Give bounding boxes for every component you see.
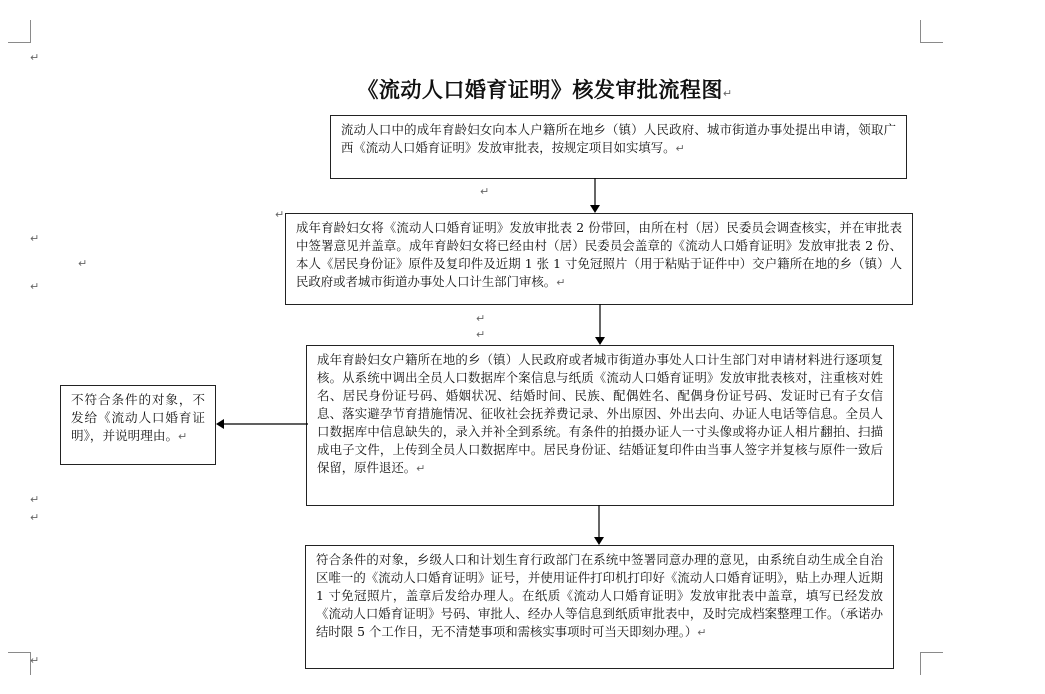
step-application-box bbox=[330, 115, 907, 179]
paragraph-mark: ↵ bbox=[416, 462, 426, 475]
paragraph-mark: ↵ bbox=[178, 430, 188, 443]
crop-mark-top-left bbox=[8, 20, 31, 43]
paragraph-mark: ↵ bbox=[476, 312, 486, 325]
step-village-review-box bbox=[285, 213, 913, 305]
step-township-review-text: 成年育龄妇女户籍所在地的乡（镇）人民政府或者城市街道办事处人口计生部门对申请材料进行逐项复核。从系统中调出全员人口数据库个案信息与纸质《流动人口婚育证明》发放审批表核对，注重核对姓名、居民身份证号码、婚姻状况、结婚时间、民族、配偶姓名、配偶身份证号码、发证时已有子女信息、落实避孕节育措施情况、征收社会抚养费记录、外出原因、外出去向、办证人电话等信息。全员人口数据库中信息缺失的，录入并补全到系统。有条件的拍摄办证人一寸头像或将办证人相片翻拍、扫描成电子文件，上传到全员人口数据库中。居民身份证、结婚证复印件由当事人签字并复核与原件一致后保留，原件退还。 bbox=[317, 352, 883, 475]
paragraph-mark: ↵ bbox=[30, 654, 40, 667]
arrow-left-icon bbox=[215, 416, 308, 432]
step-approved-text: 符合条件的对象，乡级人口和计划生育行政部门在系统中签署同意办理的意见，由系统自动生成全自治区唯一的《流动人口婚育证明》证号，并使用证件打印机打印好《流动人口婚育证明》，贴上办理人近期 1 寸免冠照片，盖章后发给办理人。在纸质《流动人口婚育证明》发放审批表中盖章，填写已经发放《流动人口婚育证明》号码、审批人、经办人等信息到纸质审批表中，及时完成档案整理工作。（承诺办结时限 5 个工作日，无不清楚事项和需核实事项时可当天即刻办理。） bbox=[316, 552, 883, 639]
arrow-down-icon bbox=[590, 304, 610, 346]
paragraph-mark: ↵ bbox=[30, 232, 40, 245]
document-title bbox=[0, 74, 1045, 104]
crop-mark-bottom-left bbox=[8, 652, 31, 675]
crop-mark-bottom-right bbox=[920, 652, 943, 675]
step-approved-box bbox=[305, 545, 894, 669]
step-village-review-text: 成年育龄妇女将《流动人口婚育证明》发放审批表 2 份带回，由所在村（居）民委员会调查核实，并在审批表中签署意见并盖章。成年育龄妇女将已经由村（居）民委员会盖章的《流动人口婚育证明》发放审批表 2 份、本人《居民身份证》原件及复印件及近期 1 张 1 寸免冠照片（用于粘贴于证件中）交户籍所在地的乡（镇）人民政府或者城市街道办事处人口计生部门审核。 bbox=[296, 220, 902, 289]
paragraph-mark: ↵ bbox=[30, 280, 40, 293]
arrow-down-icon bbox=[585, 178, 605, 214]
step-rejected-box bbox=[60, 385, 216, 465]
paragraph-mark: ↵ bbox=[476, 328, 486, 341]
paragraph-mark: ↵ bbox=[275, 208, 285, 221]
step-application-text: 流动人口中的成年育龄妇女向本人户籍所在地乡（镇）人民政府、城市街道办事处提出申请，领取广西《流动人口婚育证明》发放审批表，按规定项目如实填写。 bbox=[341, 122, 896, 155]
step-township-review-box bbox=[306, 345, 894, 506]
crop-mark-top-right bbox=[920, 20, 943, 43]
paragraph-mark: ↵ bbox=[722, 87, 733, 100]
arrow-down-icon bbox=[589, 505, 609, 546]
paragraph-mark: ↵ bbox=[480, 185, 490, 198]
paragraph-mark: ↵ bbox=[30, 51, 40, 64]
paragraph-mark: ↵ bbox=[675, 142, 685, 155]
paragraph-mark: ↵ bbox=[30, 511, 40, 524]
paragraph-mark: ↵ bbox=[78, 257, 88, 270]
step-rejected-text: 不符合条件的对象，不发给《流动人口婚育证明》，并说明理由。 bbox=[71, 392, 205, 443]
paragraph-mark: ↵ bbox=[30, 493, 40, 506]
paragraph-mark: ↵ bbox=[697, 626, 707, 639]
title-text: 《流动人口婚育证明》核发审批流程图 bbox=[357, 78, 723, 102]
paragraph-mark: ↵ bbox=[556, 276, 566, 289]
